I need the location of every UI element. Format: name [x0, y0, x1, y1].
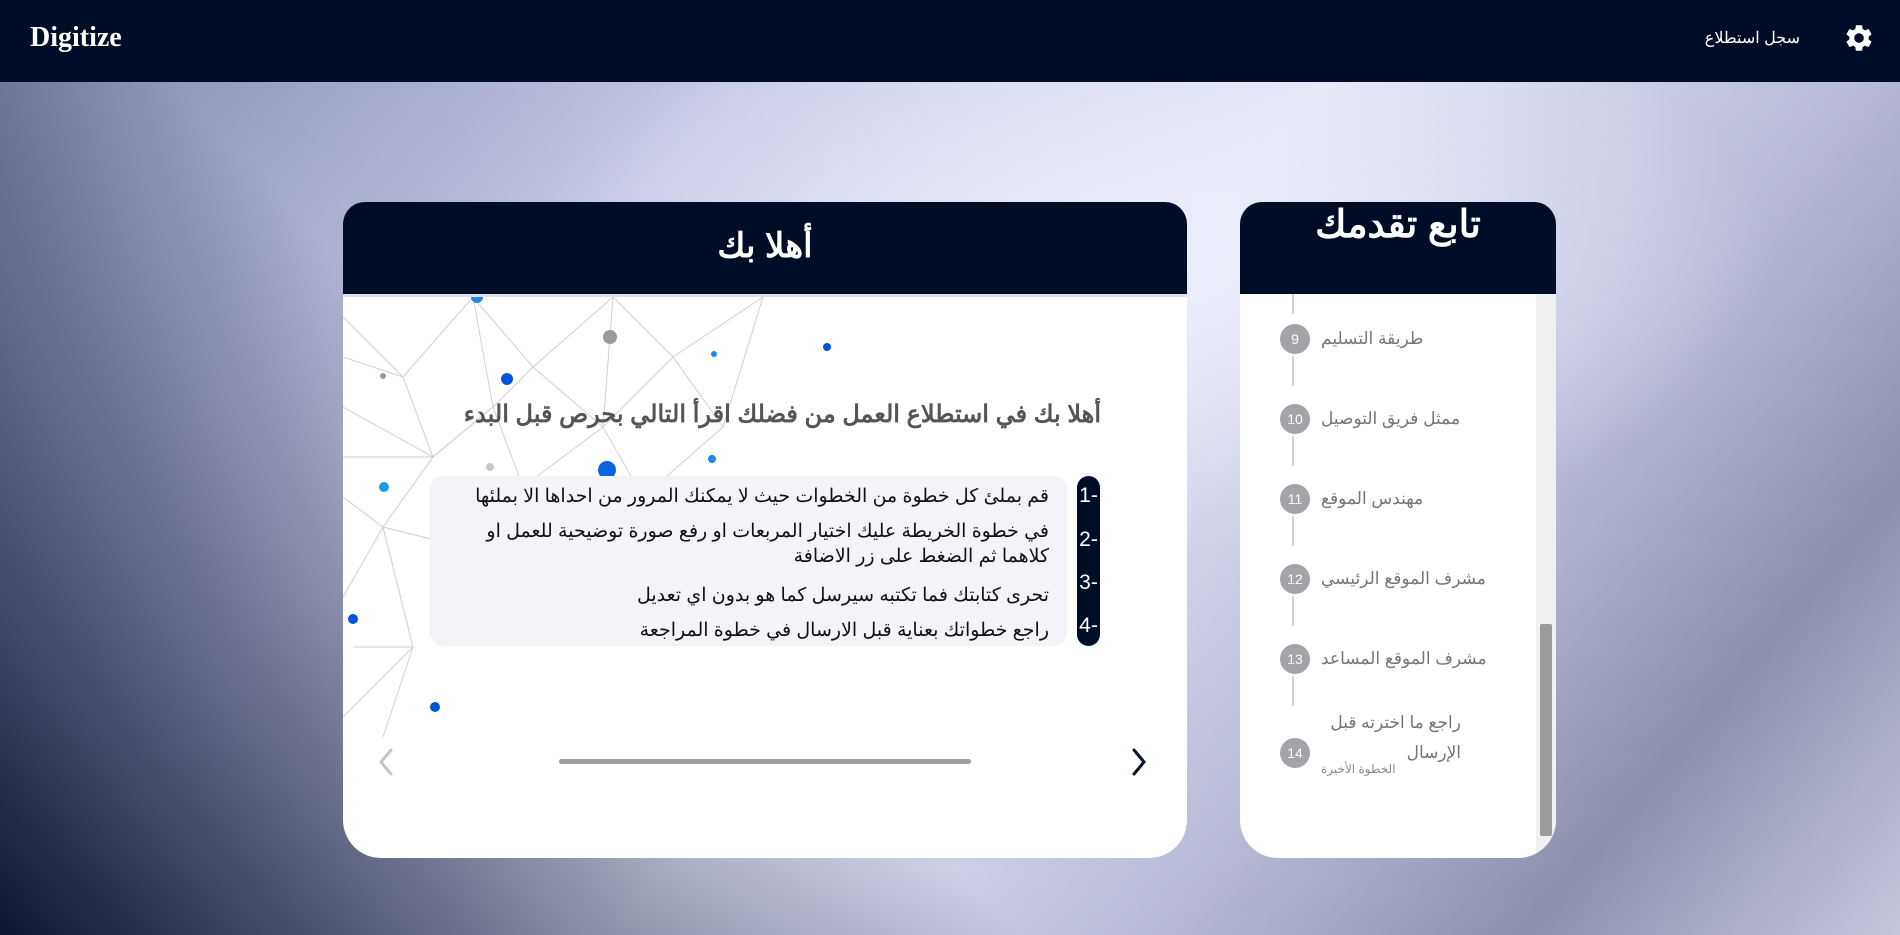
instruction-numbers [1077, 476, 1100, 646]
welcome-message: أهلا بك في استطلاع العمل من فضلك اقرأ التالي بحرص قبل البدء [463, 401, 1101, 428]
instructions-list [430, 476, 1067, 646]
step-number: 11 [1280, 484, 1310, 514]
progress-card [1240, 202, 1556, 858]
step-connector [1292, 294, 1294, 314]
brand-logo[interactable]: Digitize [30, 22, 122, 53]
gear-icon[interactable] [1843, 22, 1875, 54]
step-connector [1292, 356, 1294, 386]
step-number: 13 [1280, 644, 1310, 674]
chevron-right-icon[interactable] [1126, 744, 1152, 780]
step-number: 14 [1280, 738, 1310, 768]
step-label: طريقة التسليم [1321, 329, 1424, 348]
scrollbar-thumb[interactable] [1540, 624, 1552, 836]
instruction-item: في خطوة الخريطة عليك اختيار المربعات او رفع صورة توضيحية للعمل او كلاهما ثم الضغط على زر الاضافة [486, 521, 1049, 567]
progress-card-title: تابع تقدمك [1240, 202, 1556, 294]
top-navbar [0, 0, 1900, 82]
step-sublabel: الخطوة الأخيرة [1321, 762, 1396, 776]
chevron-left-icon[interactable] [373, 744, 399, 780]
step-label: مهندس الموقع [1321, 489, 1424, 508]
step-connector [1292, 436, 1294, 466]
instruction-item: راجع خطواتك بعناية قبل الارسال في خطوة المراجعة [639, 620, 1049, 641]
survey-log-link[interactable]: سجل استطلاع [1704, 30, 1800, 47]
step-label: مشرف الموقع الرئيسي [1321, 569, 1486, 588]
step-label: مشرف الموقع المساعد [1321, 649, 1487, 668]
step-connector [1292, 676, 1294, 706]
slide-progress-bar [559, 759, 971, 764]
instruction-number: 2- [1079, 528, 1098, 551]
welcome-card-title: أهلا بك [343, 202, 1187, 297]
step-connector [1292, 596, 1294, 626]
step-number: 12 [1280, 564, 1310, 594]
instruction-number: 4- [1079, 614, 1098, 637]
step-number: 10 [1280, 404, 1310, 434]
welcome-card [343, 202, 1187, 858]
scrollbar[interactable] [1536, 294, 1556, 858]
instruction-item: قم بملئ كل خطوة من الخطوات حيث لا يمكنك المرور من احداها الا بملئها [475, 486, 1049, 507]
step-connector [1292, 516, 1294, 546]
instruction-item: تحرى كتابتك فما تكتبه سيرسل كما هو بدون اي تعديل [636, 585, 1049, 606]
step-number: 9 [1280, 324, 1310, 354]
progress-steps-list[interactable] [1240, 294, 1536, 858]
step-label: ممثل فريق التوصيل [1321, 409, 1461, 428]
instruction-number: 1- [1079, 484, 1098, 507]
step-label: راجع ما اخترته قبل الإرسال [1330, 713, 1461, 762]
instruction-number: 3- [1079, 571, 1098, 594]
